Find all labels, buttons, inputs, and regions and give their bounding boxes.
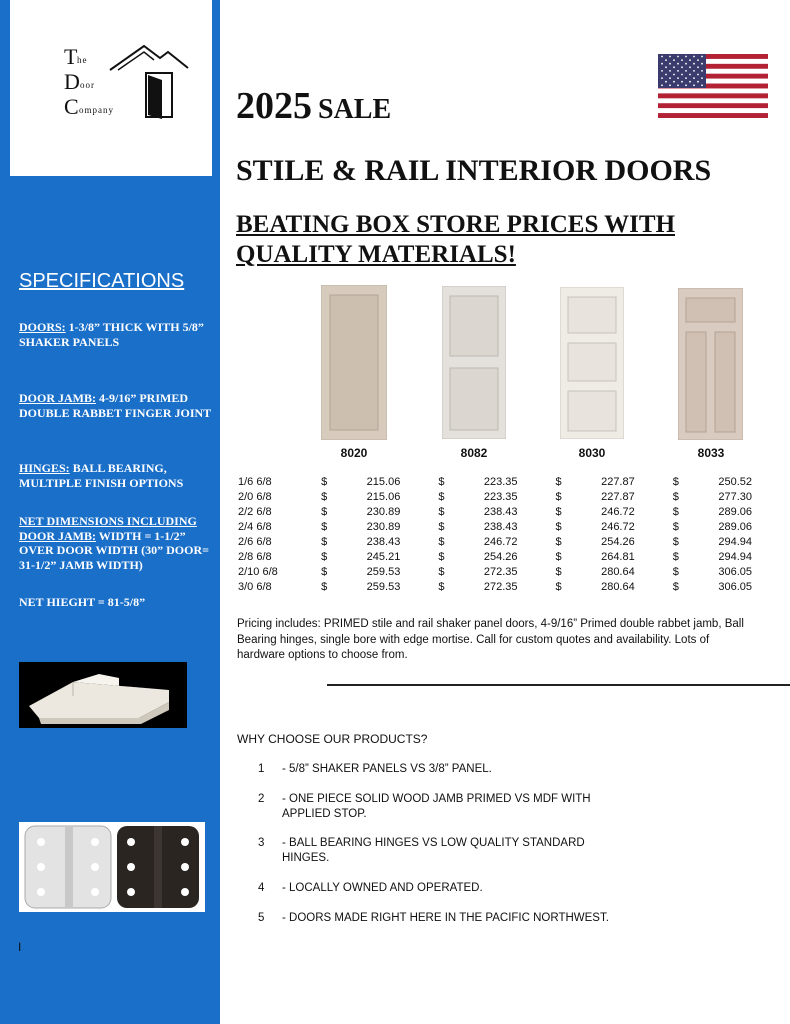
list-number: 3 <box>258 837 265 849</box>
price-value: 227.87 <box>601 490 635 503</box>
currency-symbol: $ <box>438 490 445 503</box>
logo-letter-t: T <box>64 44 78 69</box>
currency-symbol: $ <box>438 505 445 518</box>
door-size: 1/6 6/8 <box>238 475 272 488</box>
price-value: 294.94 <box>718 535 752 548</box>
currency-symbol: $ <box>438 565 445 578</box>
price-value: 272.35 <box>483 580 518 593</box>
table-row <box>238 489 790 504</box>
currency-symbol: $ <box>438 580 445 593</box>
spec-label: DOORS: <box>19 320 66 334</box>
model-label-8030: 8030 <box>578 446 606 460</box>
price-value: 264.81 <box>601 550 635 563</box>
door-size: 2/0 6/8 <box>238 490 272 503</box>
table-row <box>238 504 790 519</box>
spec-doors <box>19 320 215 349</box>
model-label-8033: 8033 <box>697 446 725 460</box>
spec-text: NET HIEGHT = 81-5/8” <box>19 595 146 609</box>
model-label-8082: 8082 <box>460 446 488 460</box>
us-flag-icon <box>658 54 768 118</box>
price-value: 238.43 <box>483 520 518 533</box>
currency-symbol: $ <box>321 490 328 503</box>
list-text: - LOCALLY OWNED AND OPERATED. <box>282 882 483 894</box>
price-value: 306.05 <box>718 580 752 593</box>
price-value: 230.89 <box>366 520 401 533</box>
list-number: 4 <box>258 882 265 894</box>
price-value: 254.26 <box>483 550 518 563</box>
list-text: - BALL BEARING HINGES VS LOW QUALITY STANDARD HINGES. <box>282 837 585 864</box>
list-number: 1 <box>258 763 265 775</box>
currency-symbol: $ <box>321 520 328 533</box>
currency-symbol: $ <box>438 520 445 533</box>
price-value: 294.94 <box>718 550 752 563</box>
company-logo <box>10 0 212 176</box>
currency-symbol: $ <box>555 535 562 548</box>
list-text: - ONE PIECE SOLID WOOD JAMB PRIMED VS MDF WITH APPLIED STOP. <box>282 793 591 820</box>
open-door-icon <box>146 73 172 119</box>
currency-symbol: $ <box>555 475 562 488</box>
spec-net-dimensions <box>19 514 215 572</box>
door-size: 2/6 6/8 <box>238 535 272 548</box>
currency-symbol: $ <box>438 535 445 548</box>
tagline: BEATING BOX STORE PRICES WITH QUALITY MATERIALS! <box>236 211 676 268</box>
spec-hinges <box>19 461 215 490</box>
door-size: 2/10 6/8 <box>238 565 278 578</box>
hinges-photo <box>19 822 205 912</box>
table-row <box>238 474 790 489</box>
door-8033-image <box>678 288 743 440</box>
door-size: 2/2 6/8 <box>238 505 272 518</box>
currency-symbol: $ <box>555 580 562 593</box>
price-value: 254.26 <box>601 535 635 548</box>
specifications-heading: SPECIFICATIONS <box>19 270 185 292</box>
sale-word: SALE <box>318 94 392 125</box>
spec-label: HINGES: <box>19 461 70 475</box>
price-value: 245.21 <box>366 550 401 563</box>
house-roof-icon <box>108 40 190 122</box>
list-text: - 5/8” SHAKER PANELS VS 3/8” PANEL. <box>282 763 492 775</box>
price-value: 223.35 <box>483 475 518 488</box>
divider <box>327 684 790 686</box>
price-value: 246.72 <box>601 505 635 518</box>
pricing-note: Pricing includes: PRIMED stile and rail shaker panel doors, 4-9/16” Primed double rabbet jamb, Ball Bearing hinges, single bore with edge mortise. Call for custom quotes and availability. Lots of hardware options to choose from. <box>237 618 744 661</box>
currency-symbol: $ <box>321 580 328 593</box>
list-number: 2 <box>258 793 265 805</box>
price-value: 280.64 <box>601 580 635 593</box>
door-size: 2/8 6/8 <box>238 550 272 563</box>
logo-letter-d: D <box>64 69 80 94</box>
spec-text: 4-9/16” PRIMED DOUBLE RABBET FINGER JOINT <box>19 391 212 420</box>
currency-symbol: $ <box>555 505 562 518</box>
price-value: 215.06 <box>366 490 401 503</box>
price-value: 289.06 <box>718 505 752 518</box>
price-table <box>238 474 790 594</box>
currency-symbol: $ <box>672 505 679 518</box>
spec-text: WIDTH = 1-1/2” OVER DOOR WIDTH (30” DOOR= 31-1/2” JAMB WIDTH) <box>19 528 209 572</box>
table-row <box>238 549 790 564</box>
door-size: 3/0 6/8 <box>238 580 272 593</box>
why-heading: WHY CHOOSE OUR PRODUCTS? <box>237 732 428 746</box>
price-value: 227.87 <box>601 475 635 488</box>
logo-letter-c: C <box>64 94 79 119</box>
price-value: 223.35 <box>483 490 518 503</box>
price-value: 246.72 <box>483 535 518 548</box>
currency-symbol: $ <box>321 535 328 548</box>
sale-heading <box>236 84 391 128</box>
price-value: 238.43 <box>366 535 401 548</box>
currency-symbol: $ <box>555 565 562 578</box>
currency-symbol: $ <box>555 520 562 533</box>
currency-symbol: $ <box>672 550 679 563</box>
model-label-8020: 8020 <box>340 446 368 460</box>
currency-symbol: $ <box>555 490 562 503</box>
door-8020-image <box>321 285 387 440</box>
door-jamb-photo <box>19 662 187 728</box>
logo-word-oor: oor <box>80 80 95 90</box>
spec-label: NET DIMENSIONS INCLUDING DOOR JAMB: <box>19 514 197 543</box>
spec-text: BALL BEARING, MULTIPLE FINISH OPTIONS <box>19 461 184 490</box>
spec-label: DOOR JAMB: <box>19 391 96 405</box>
list-number: 5 <box>258 912 265 924</box>
table-row <box>238 534 790 549</box>
price-value: 272.35 <box>483 565 518 578</box>
price-value: 250.52 <box>718 475 752 488</box>
currency-symbol: $ <box>672 580 679 593</box>
currency-symbol: $ <box>672 490 679 503</box>
currency-symbol: $ <box>438 475 445 488</box>
logo-word-he: he <box>77 55 88 65</box>
sidebar <box>0 0 220 1024</box>
price-value: 289.06 <box>718 520 752 533</box>
price-value: 238.43 <box>483 505 518 518</box>
currency-symbol: $ <box>321 550 328 563</box>
price-value: 259.53 <box>366 580 401 593</box>
currency-symbol: $ <box>321 565 328 578</box>
table-row <box>238 564 790 579</box>
currency-symbol: $ <box>555 550 562 563</box>
door-8030-image <box>560 287 624 439</box>
sale-year: 2025 <box>236 85 312 127</box>
currency-symbol: $ <box>321 475 328 488</box>
door-8082-image <box>442 286 506 439</box>
table-row <box>238 519 790 534</box>
table-row <box>238 579 790 594</box>
stray-mark: I <box>18 940 22 954</box>
price-value: 280.64 <box>601 565 635 578</box>
page-title: STILE & RAIL INTERIOR DOORS <box>236 154 712 187</box>
price-value: 215.06 <box>366 475 401 488</box>
currency-symbol: $ <box>321 505 328 518</box>
currency-symbol: $ <box>672 565 679 578</box>
spec-net-height <box>19 595 215 610</box>
price-value: 246.72 <box>601 520 635 533</box>
list-text: - DOORS MADE RIGHT HERE IN THE PACIFIC NORTHWEST. <box>282 912 609 924</box>
door-size: 2/4 6/8 <box>238 520 272 533</box>
price-value: 230.89 <box>366 505 401 518</box>
spec-door-jamb <box>19 391 215 420</box>
logo-word-ompany: ompany <box>79 105 114 115</box>
spec-text: 1-3/8” THICK WITH 5/8” SHAKER PANELS <box>19 320 204 349</box>
currency-symbol: $ <box>672 535 679 548</box>
price-value: 306.05 <box>718 565 752 578</box>
price-value: 259.53 <box>366 565 401 578</box>
currency-symbol: $ <box>438 550 445 563</box>
currency-symbol: $ <box>672 520 679 533</box>
currency-symbol: $ <box>672 475 679 488</box>
price-value: 277.30 <box>718 490 752 503</box>
